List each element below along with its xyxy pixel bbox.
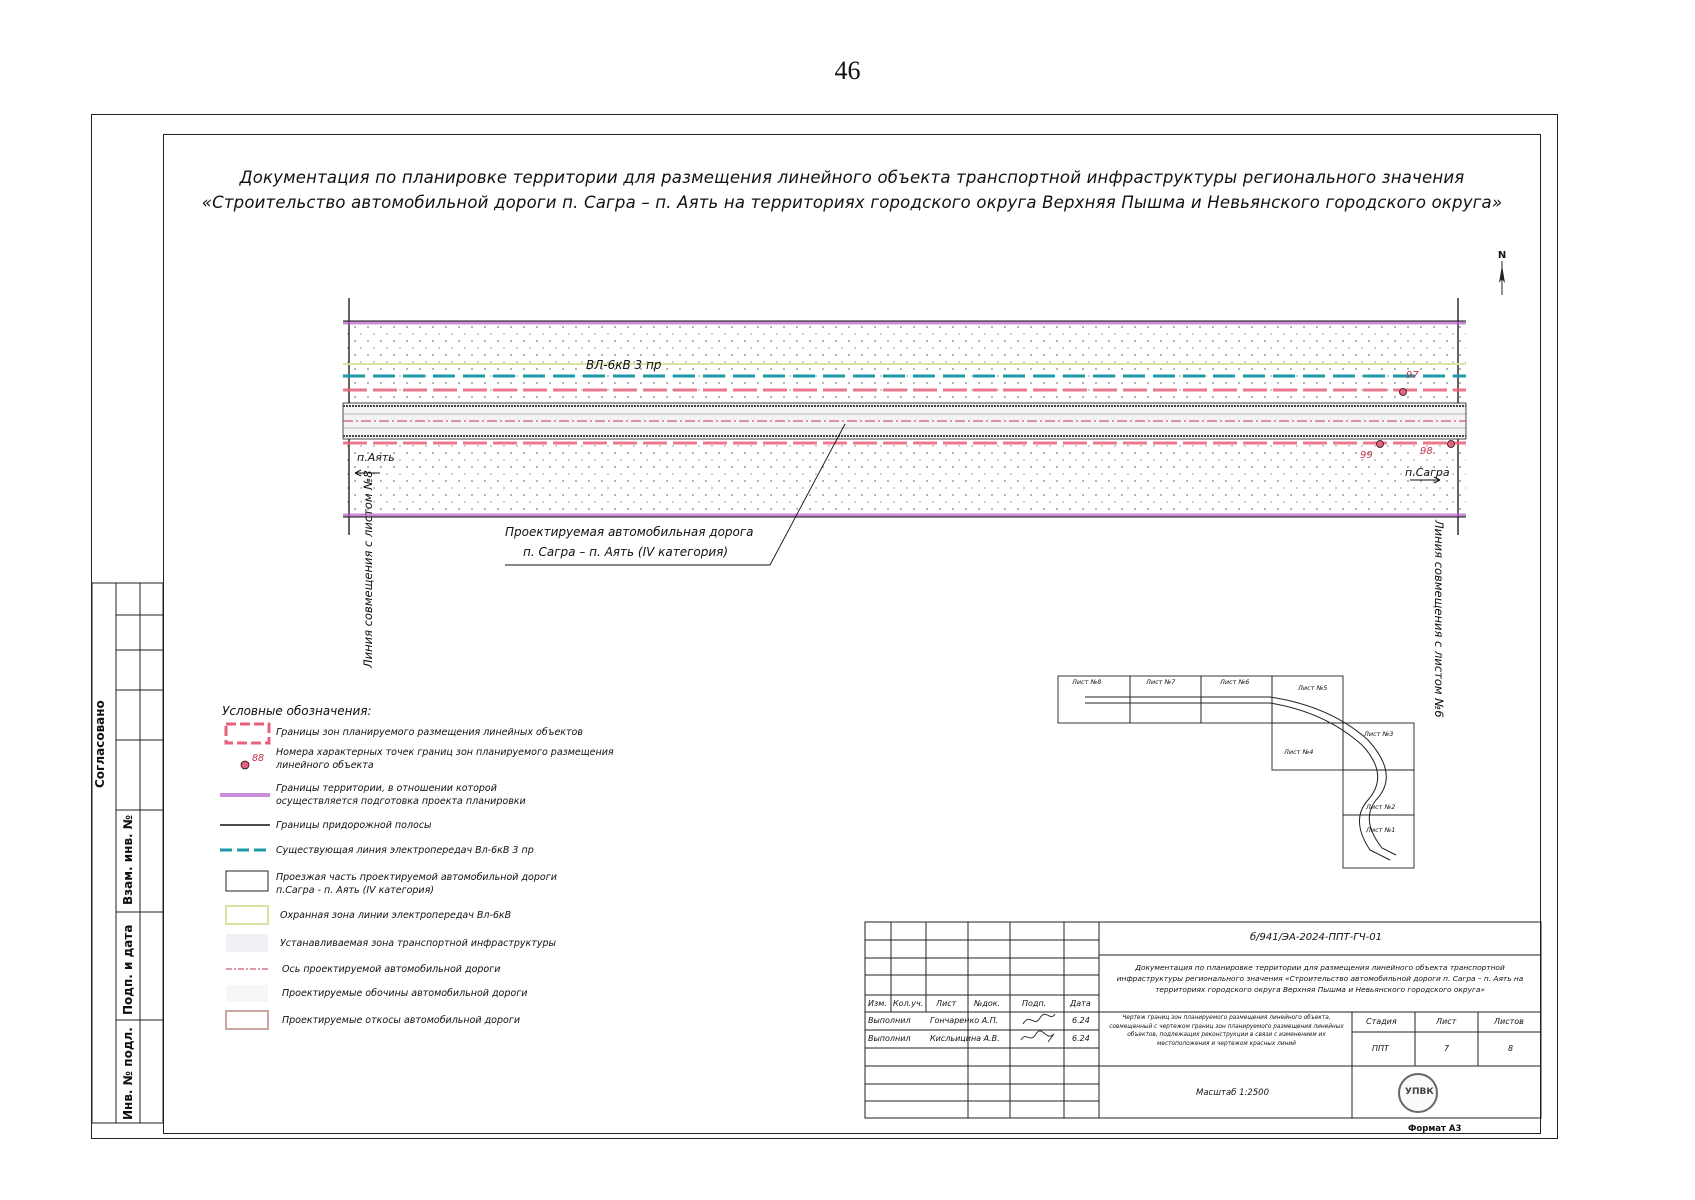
- legend-item-territory: Границы территории, в отношении которой осуществляется подготовка проекта планировки: [276, 783, 526, 807]
- legend-point-sample: 88: [252, 753, 265, 764]
- right-match-line-label: Линия совмещения с листом №6: [1432, 520, 1446, 718]
- left-place-label: п.Аять: [357, 451, 395, 464]
- tb-code: б/941/ЭА-2024-ППТ-ГЧ-01: [1250, 932, 1382, 943]
- drawing-title-line1: Документация по планировке территории для размещения линейного объекта транспортной инфраструктуры регионального значения: [239, 168, 1465, 187]
- signature-icon: [1020, 1010, 1058, 1028]
- tb-header-list: Лист: [936, 999, 957, 1008]
- key-sheet-5: Лист №5: [1298, 684, 1328, 692]
- tb-sheet-value: 7: [1444, 1044, 1450, 1053]
- tb-sheet-title: Чертеж границ зон планируемого размещения линейного объекта, совмещенный с чертежом границ зон планируемого размещения линейных объектов, подлежащих реконструкции в связи с изменением их местоположения и чертежом красных линий: [1109, 1015, 1344, 1047]
- side-vzam-label: Взам. инв. №: [121, 814, 135, 905]
- tb-description: Документация по планировке территории для размещения линейного объекта транспортной инфраструктуры регионального значения «Строительство автомобильной дороги п. Сагра – п. Аять на территориях городского округа Верхняя Пышма и Невьянского городского округа»: [1116, 963, 1524, 994]
- tb-row1-name: Гончаренко А.П.: [930, 1016, 999, 1025]
- tb-header-izm: Изм.: [868, 999, 887, 1008]
- tb-row2-date: 6.24: [1072, 1034, 1090, 1043]
- tb-row1-signature: [1020, 1010, 1058, 1030]
- tb-format: Формат А3: [1408, 1124, 1462, 1134]
- tb-row2-role: Выполнил: [868, 1034, 911, 1043]
- tb-stage-value: ППТ: [1372, 1044, 1389, 1053]
- side-agreed-label: Согласовано: [93, 700, 107, 788]
- legend-item-shoulders: Проектируемые обочины автомобильной дороги: [282, 988, 528, 999]
- tb-row1-date: 6.24: [1072, 1016, 1090, 1025]
- side-podp-label: Подп. и дата: [121, 924, 135, 1015]
- legend-item-points: Номера характерных точек границ зон планируемого размещения линейного объекта: [276, 747, 614, 771]
- legend-item-power-line: Существующая линия электропередач Вл-6кВ 3 пр: [276, 845, 534, 856]
- power-line-label: ВЛ-6кВ 3 пр: [586, 358, 662, 372]
- tb-row2-name: Кисльицина А.В.: [930, 1034, 1000, 1043]
- north-label: N: [1497, 250, 1507, 261]
- tb-header-ndok: №док.: [974, 999, 1001, 1008]
- side-inv-label: Инв. № подл.: [121, 1027, 135, 1120]
- tb-row2-signature: [1018, 1028, 1058, 1048]
- legend-item-slopes: Проектируемые откосы автомобильной дороги: [282, 1015, 521, 1026]
- legend-item-zone-boundary: Границы зон планируемого размещения линейных объектов: [276, 727, 583, 738]
- tb-header-kol: Кол.уч.: [893, 999, 924, 1008]
- legend-item-carriageway: Проезжая часть проектируемой автомобильной дороги п.Сагра - п. Аять (IV категория): [276, 872, 557, 896]
- tb-scale: Масштаб 1:2500: [1196, 1088, 1270, 1098]
- point-98-label: 98: [1420, 446, 1433, 457]
- page-number: 46: [834, 56, 861, 85]
- tb-header-date: Дата: [1070, 999, 1091, 1008]
- key-sheet-2: Лист №2: [1366, 803, 1396, 811]
- legend-item-road-axis: Ось проектируемой автомобильной дороги: [282, 964, 501, 975]
- tb-sheets-label: Листов: [1494, 1017, 1524, 1026]
- point-99-label: 99: [1360, 450, 1373, 461]
- key-sheet-3: Лист №3: [1364, 730, 1394, 738]
- legend-item-roadside: Границы придорожной полосы: [276, 820, 432, 831]
- legend-item-transport-zone: Устанавливаемая зона транспортной инфраструктуры: [280, 938, 556, 949]
- tb-sheets-value: 8: [1508, 1044, 1514, 1053]
- point-97-label: 97: [1406, 370, 1419, 381]
- drawing-title-line2: «Строительство автомобильной дороги п. Сагра – п. Аять на территориях городского округа Верхняя Пышма и Невьянского городского округа»: [201, 193, 1503, 212]
- key-sheet-6: Лист №6: [1220, 678, 1250, 686]
- tb-row1-role: Выполнил: [868, 1016, 911, 1025]
- key-sheet-1: Лист №1: [1366, 826, 1396, 834]
- tb-sheet-label: Лист: [1436, 1017, 1457, 1026]
- left-match-line-label: Линия совмещения с листом №8: [361, 470, 375, 668]
- road-label-line1: Проектируемая автомобильная дорога: [505, 525, 754, 539]
- key-sheet-4: Лист №4: [1284, 748, 1314, 756]
- key-sheet-7: Лист №7: [1146, 678, 1176, 686]
- legend-title: Условные обозначения:: [222, 704, 372, 718]
- right-place-label: п.Сагра: [1405, 466, 1450, 479]
- road-label-line2: п. Сагра – п. Аять (IV категория): [523, 545, 729, 559]
- tb-stage-label: Стадия: [1366, 1017, 1397, 1026]
- key-sheet-8: Лист №8: [1072, 678, 1102, 686]
- signature-icon: [1018, 1028, 1058, 1046]
- tb-header-podp: Подп.: [1022, 999, 1047, 1008]
- legend-item-security-zone: Охранная зона линии электропередач Вл-6кВ: [280, 910, 512, 921]
- tb-logo-text: УПВК: [1405, 1087, 1434, 1097]
